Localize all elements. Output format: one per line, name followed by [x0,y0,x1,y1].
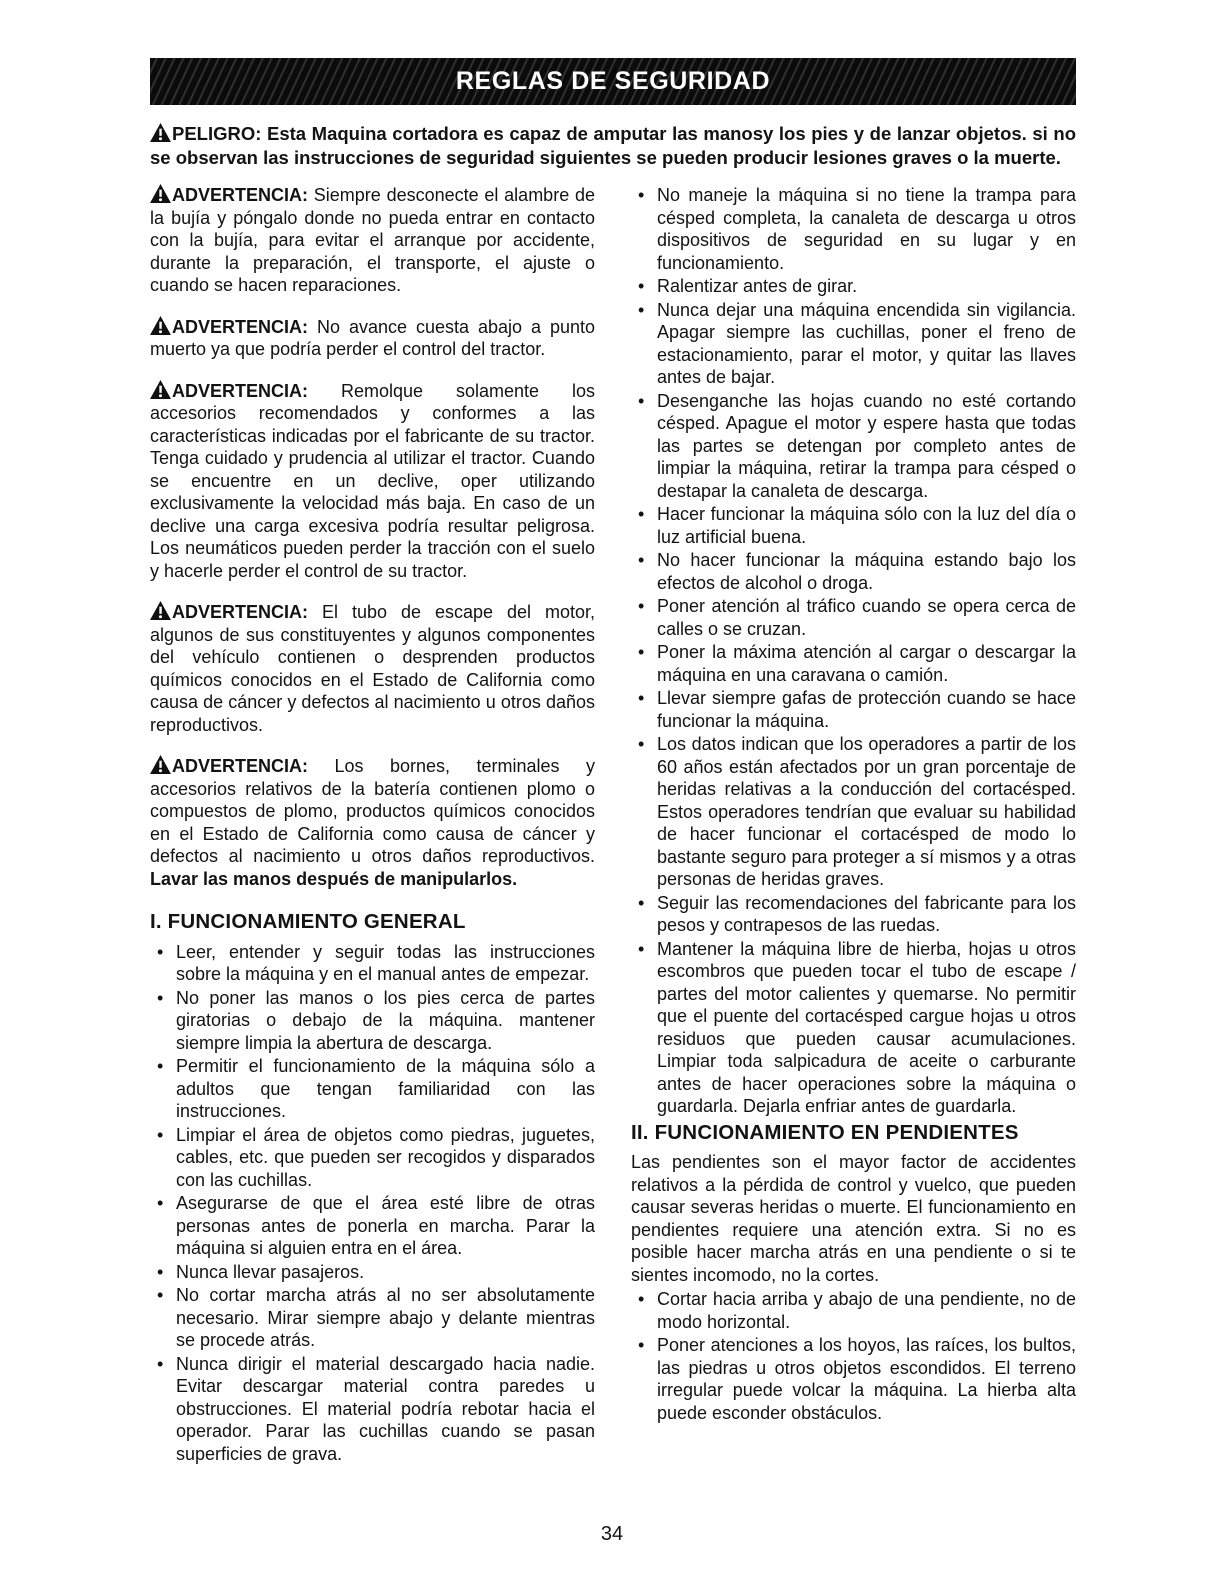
warning-paragraph-3 [150,380,595,583]
section-title-pendientes: II. FUNCIONAMIENTO EN PENDIENTES [631,1120,1019,1144]
warning-paragraph-5 [150,755,595,890]
warning-label: ADVERTENCIA: [172,380,309,401]
bullet-item: • Cortar hacia arriba y abajo de una pendiente, no de modo horizontal. [631,1288,1076,1333]
bullet-item: • Llevar siempre gafas de protección cuando se hace funcionar la máquina. [631,687,1076,732]
warning-label: ADVERTENCIA: [172,756,309,777]
bullet-item: • Seguir las recomendaciones del fabricante para los pesos y contrapesos de las ruedas. [631,892,1076,937]
danger-label: PELIGRO: [172,123,262,144]
section-title-general: I. FUNCIONAMIENTO GENERAL [150,910,466,934]
warning-icon [150,601,171,624]
bullet-item: • Poner atenciones a los hoyos, las raíces, los bultos, las piedras u otros objetos escondidos. El terreno irregular puede volcar la máquina. La hierba alta puede esconder obstáculos. [631,1334,1076,1424]
danger-text: Esta Maquina cortadora es capaz de amputar las manosy los pies y de lanzar objetos. si no se observan las instrucciones de seguridad siguientes se pueden producir lesiones graves o la muerte. [150,123,1076,169]
danger-notice [150,122,1076,170]
bullet-item: • No cortar marcha atrás al no ser absolutamente necesario. Mirar siempre abajo y delante mientras se procede atrás. [150,1284,595,1352]
bullet-item: • Nunca dirigir el material descargado hacia nadie. Evitar descargar material contra paredes u obstrucciones. El material podría rebotar hacia el operador. Parar las cuchillas cuando se pasan superficies de grava. [150,1353,595,1466]
two-column-body [150,184,1076,1466]
warning-label: ADVERTENCIA: [172,602,309,623]
header-bar [150,58,1076,105]
warning-icon [150,380,171,403]
bullet-item: • Poner atención al tráfico cuando se opera cerca de calles o se cruzan. [631,595,1076,640]
warning-text: Siempre desconecte el alambre de la bujía y póngalo donde no pueda entrar en contacto con la bujía, para evitar el arranque por accidente, durante la preparación, el transporte, el ajuste o cuando se hacen reparaciones. [150,185,595,296]
warning-paragraph-1 [150,184,595,297]
warning-icon [150,122,171,146]
bullet-item: • Asegurarse de que el área esté libre de otras personas antes de ponerla en marcha. Parar la máquina si alguien entra en el área. [150,1192,595,1260]
page-number: 34 [600,1523,624,1545]
bullet-item: • Nunca llevar pasajeros. [150,1261,595,1284]
operation-bullet-list [631,184,1076,1118]
bullet-item: • No poner las manos o los pies cerca de partes giratorias o debajo de la máquina. mantener siempre limpia la abertura de descarga. [150,987,595,1055]
bullet-item: • No hacer funcionar la máquina estando bajo los efectos de alcohol o droga. [631,549,1076,594]
pendientes-intro: Las pendientes son el mayor factor de accidentes relativos a la pérdida de control y vuelco, que pueden causar severas heridas o muerte. El funcionamiento en pendientes requiere una atención extra. Si no es posible hacer marcha atrás en una pendiente o si te sientes incomodo, no la cortes. [631,1152,1076,1285]
warning-label: ADVERTENCIA: [172,316,309,337]
warning-bold-tail: Lavar las manos después de manipularlos. [150,868,518,889]
general-bullet-list [150,941,595,1466]
warning-text: El tubo de escape del motor, algunos de sus constituyentes y algunos componentes del vehículo contienen o desprenden productos químicos conocidos en el Estado de California como causa de cáncer y defectos al nacimiento u otros daños reproductivos. [150,602,595,735]
warning-icon [150,184,171,207]
warning-text: No avance cuesta abajo a punto muerto ya que podría perder el control del tractor. [150,316,595,360]
bullet-item: • No maneje la máquina si no tiene la trampa para césped completa, la canaleta de descarga u otros dispositivos de seguridad en su lugar y en funcionamiento. [631,184,1076,274]
right-column [631,184,1076,1466]
warning-text: Los bornes, terminales y accesorios relativos de la batería contienen plomo o compuestos de plomo, productos químicos conocidos en el Estado de California como causa de cáncer y defectos al nacimiento u otros daños reproductivos. [150,756,595,867]
bullet-item: • Permitir el funcionamiento de la máquina sólo a adultos que tengan familiaridad con las instrucciones. [150,1055,595,1123]
warning-icon [150,316,171,339]
bullet-item: • Limpiar el área de objetos como piedras, juguetes, cables, etc. que pueden ser recogidos y disparados con las cuchillas. [150,1124,595,1192]
bullet-item: • Leer, entender y seguir todas las instrucciones sobre la máquina y en el manual antes de empezar. [150,941,595,986]
left-column [150,184,595,1466]
bullet-item: • Mantener la máquina libre de hierba, hojas u otros escombros que pueden tocar el tubo de escape / partes del motor calientes y quemarse. No permitir que el puente del cortacésped cargue hojas u otros residuos que pueden causar acumulaciones. Limpiar toda salpicadura de aceite o carburante antes de hacer operaciones sobre la máquina o guardarla. Dejarla enfriar antes de guardarla. [631,938,1076,1118]
warning-label: ADVERTENCIA: [172,185,309,206]
warning-icon [150,755,171,778]
bullet-item: • Poner la máxima atención al cargar o descargar la máquina en una caravana o camión. [631,641,1076,686]
bullet-item: • Los datos indican que los operadores a partir de los 60 años están afectados por un gran porcentaje de heridas relativas a la conducción del cortacésped. Estos operadores tendrían que evaluar su habilidad de hacer funcionar el cortacésped de modo lo bastante seguro para proteger a sí mismos y a otras personas de heridas graves. [631,733,1076,891]
warning-paragraph-4 [150,601,595,736]
bullet-item: • Hacer funcionar la máquina sólo con la luz del día o luz artificial buena. [631,503,1076,548]
pendientes-bullet-list [631,1288,1076,1424]
bullet-item: • Desenganche las hojas cuando no esté cortando césped. Apague el motor y espere hasta que todas las partes se detengan por completo antes de limpiar la máquina, retirar la trampa para césped o destapar la canaleta de descarga. [631,390,1076,503]
page-title: REGLAS DE SEGURIDAD [455,67,771,95]
warning-text: Remolque solamente los accesorios recomendados y conformes a las características indicadas por el fabricante de su tractor. Tenga cuidado y prudencia al utilizar el tractor. Cuando se encuentre en un declive, oper utilizando exclusivamente la velocidad más baja. En caso de un declive una carga excesiva podría resultar peligrosa. Los neumáticos pueden perder la tracción con el suelo y hacerle perder el control de su tractor. [150,380,595,581]
bullet-item: • Ralentizar antes de girar. [631,275,1076,298]
warning-paragraph-2 [150,316,595,361]
bullet-item: • Nunca dejar una máquina encendida sin vigilancia. Apagar siempre las cuchillas, poner el freno de estacionamiento, parar el motor, y quitar las llaves antes de bajar. [631,299,1076,389]
